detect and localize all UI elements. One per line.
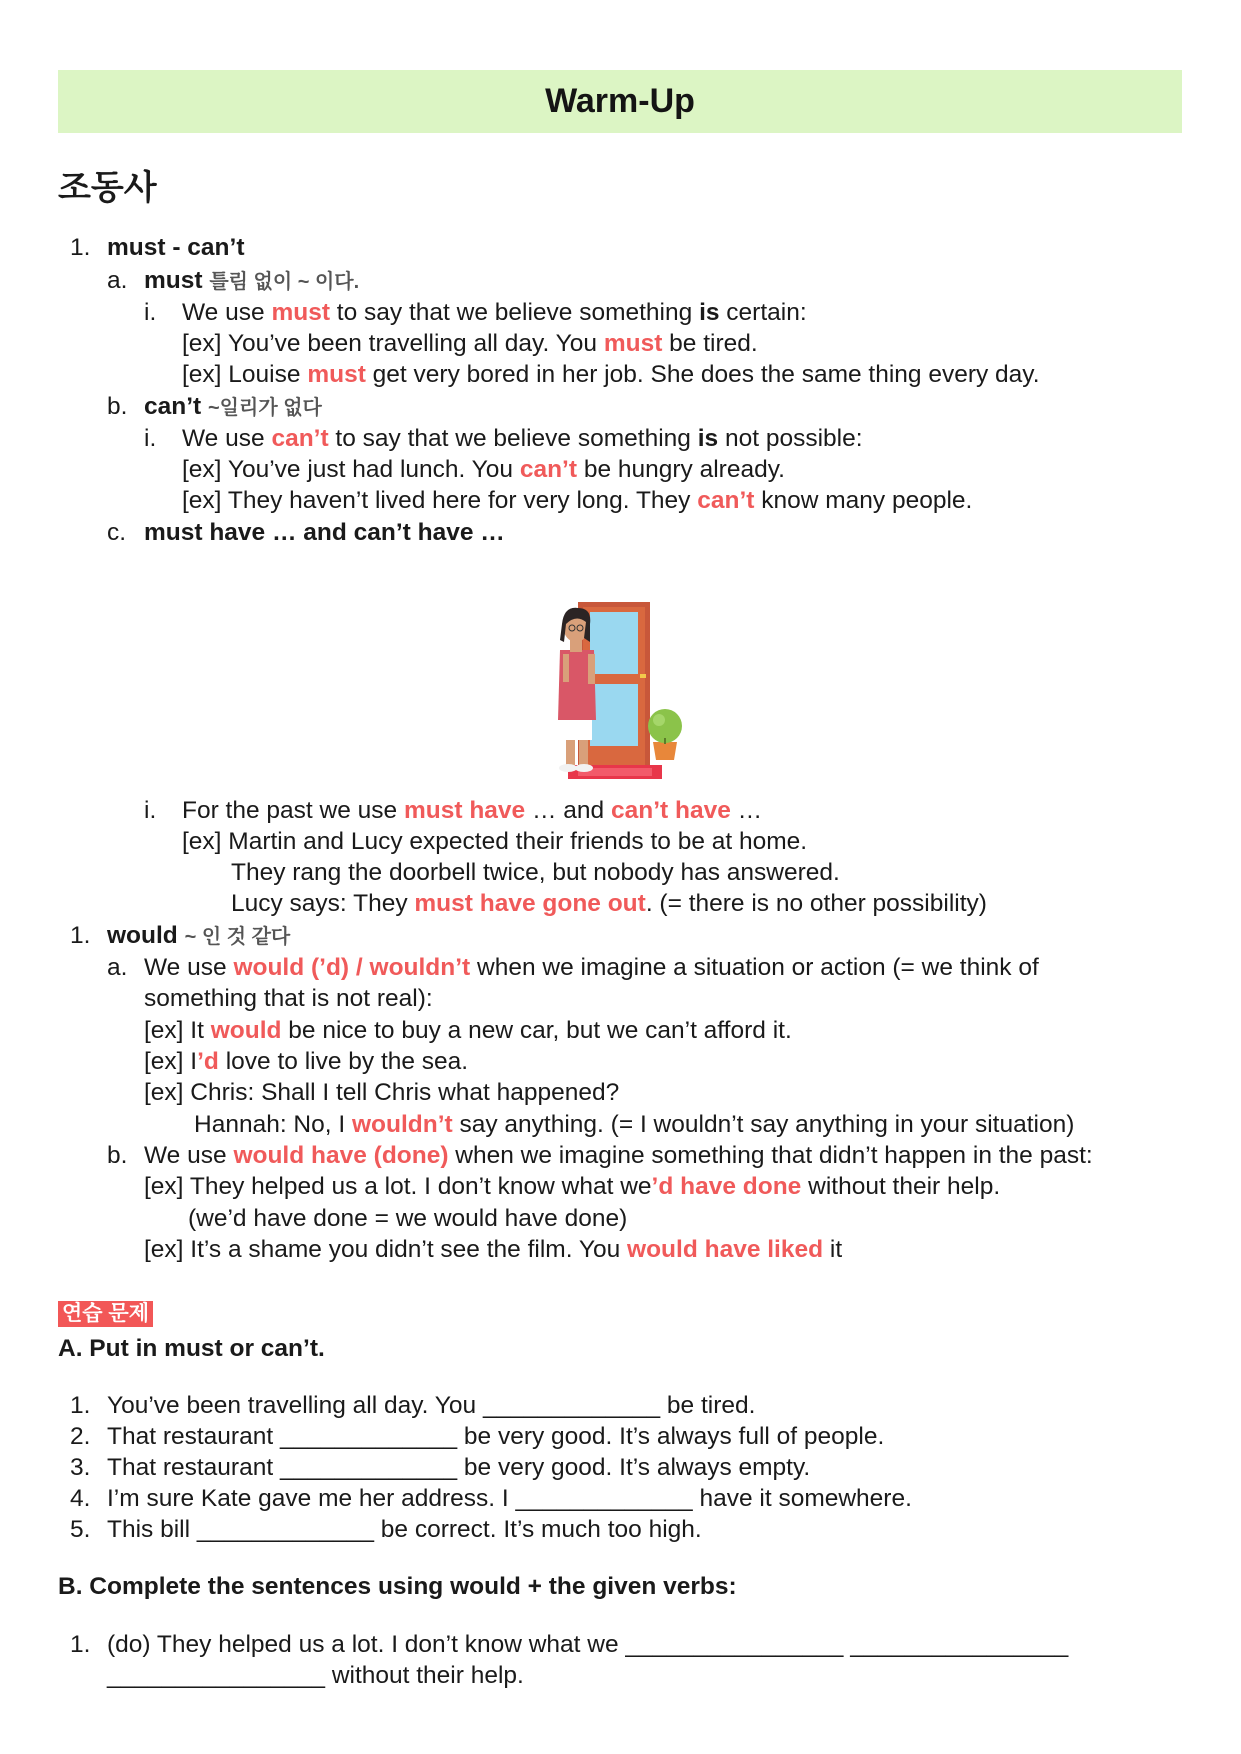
example-text: [ex] You’ve been travelling all day. You must be tired. [182,330,758,357]
example-text: [ex] They haven’t lived here for very long. They can’t know many people. [182,487,973,514]
exercise-item: (do) They helped us a lot. I don’t know what we ________________ ________________ [107,1631,1069,1658]
example-text: [ex] I’d love to live by the sea. [144,1048,469,1075]
header-banner [58,70,1182,133]
exercise-item: You’ve been travelling all day. You _____________ be tired. [107,1392,756,1419]
sub-letter: b. [107,393,128,420]
practice-badge: 연습 문제 [58,1301,153,1327]
example-text: [ex] Louise must get very bored in her job. She does the same thing every day. [182,361,1040,388]
example-text: [ex] Martin and Lucy expected their friends to be at home. [182,828,808,855]
exercise-item: That restaurant _____________ be very good. It’s always full of people. [107,1423,885,1450]
list-number: 5. [70,1516,91,1543]
sub-letter: c. [107,519,127,546]
example-text: [ex] Chris: Shall I tell Chris what happened? [144,1079,620,1106]
sub-letter: b. [107,1142,128,1169]
rule-text: something that is not real): [144,985,433,1012]
example-text: They rang the doorbell twice, but nobody has answered. [231,859,840,886]
list-number: 3. [70,1454,91,1481]
list-number: 1. [70,234,91,261]
topic-heading: must - can’t [107,234,245,261]
list-number: 4. [70,1485,91,1512]
example-text: [ex] They helped us a lot. I don’t know what we’d have done without their help. [144,1173,1001,1200]
list-number: 1. [70,922,91,949]
exercise-item: This bill _____________ be correct. It’s much too high. [107,1516,702,1543]
page-title: Warm-Up [545,82,695,120]
roman-numeral: i. [144,299,157,326]
example-text: Lucy says: They must have gone out. (= there is no other possibility) [231,890,987,917]
exercise-item: ________________ without their help. [107,1662,524,1689]
part-a-heading: A. Put in must or can’t. [58,1335,325,1362]
part-b-heading: B. Complete the sentences using would + the given verbs: [58,1573,737,1600]
sub-letter: a. [107,954,128,981]
rule-text: We use can’t to say that we believe something is not possible: [182,425,863,452]
section-title: 조동사 [58,169,157,207]
example-text: [ex] It’s a shame you didn’t see the film. You would have liked it [144,1236,843,1263]
example-text: [ex] You’ve just had lunch. You can’t be hungry already. [182,456,785,483]
exercise-item: I’m sure Kate gave me her address. I _____________ have it somewhere. [107,1485,912,1512]
rule-text: We use would (’d) / wouldn’t when we imagine a situation or action (= we think of [144,954,1039,981]
rule-text: We use would have (done) when we imagine something that didn’t happen in the past: [144,1142,1093,1169]
subtopic-must: must 틀림 없이 ~ 이다. [144,267,360,294]
topic-heading: would ~ 인 것 같다 [107,922,291,949]
example-text: (we’d have done = we would have done) [188,1205,628,1232]
subtopic-must-have: must have … and can’t have … [144,519,505,546]
woman-at-door-illustration [548,602,688,780]
list-number: 2. [70,1423,91,1450]
roman-numeral: i. [144,797,157,824]
list-number: 1. [70,1392,91,1419]
example-text: Hannah: No, I wouldn’t say anything. (= I wouldn’t say anything in your situation) [194,1111,1075,1138]
example-text: [ex] It would be nice to buy a new car, but we can’t afford it. [144,1017,792,1044]
rule-text: For the past we use must have … and can’t have … [182,797,763,824]
subtopic-cant: can’t ~일리가 없다 [144,393,322,420]
list-number: 1. [70,1631,91,1658]
rule-text: We use must to say that we believe something is certain: [182,299,807,326]
roman-numeral: i. [144,425,157,452]
exercise-item: That restaurant _____________ be very good. It’s always empty. [107,1454,811,1481]
sub-letter: a. [107,267,128,294]
